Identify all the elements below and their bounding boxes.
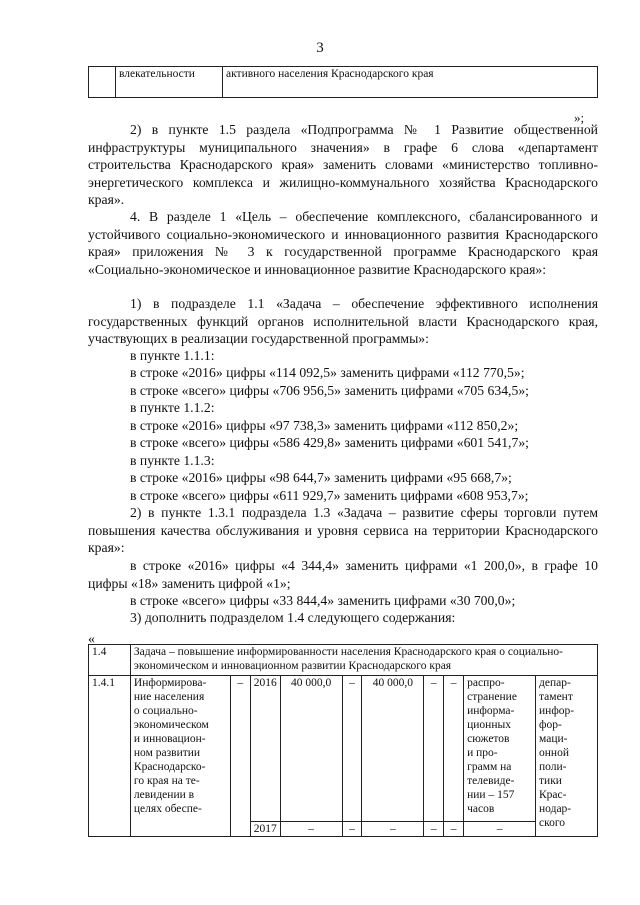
change-line: в строке «всего» цифры «706 956,5» заменить цифрами «705 634,5»; [130,383,529,398]
text-line: ном развитии [133,747,201,759]
text-line: ционных [467,719,511,731]
executor-cell [536,676,598,837]
value-cell: – [424,822,444,837]
change-line: в строке «всего» цифры «611 929,7» заменить цифрами «608 953,7»; [130,488,529,503]
value-cell: – [424,676,444,822]
page-number: 3 [316,40,324,56]
text-line: грамм на [467,761,512,773]
value-cell: – [444,676,464,822]
year-cell: 2017 [250,822,280,837]
text-line: нии – 157 [467,789,515,801]
text-line: Крас- [539,789,567,801]
value-cell: – [342,822,362,837]
text-line: и про- [467,747,498,759]
text-line: тики [539,775,562,787]
result-cell [464,676,536,822]
change-line: в пункте 1.1.2: [130,400,215,415]
change-line: в строке «2016» цифры «97 738,3» заменить цифрами «112 850,2»; [130,418,519,433]
text-line: экономическом [133,719,209,731]
table-cell: активного населения Краснодарского края [223,67,598,98]
table-row [89,645,598,676]
table-cell [89,67,116,98]
change-line: в пункте 1.1.3: [130,453,215,468]
text-line: инфор- [539,705,575,717]
text-line: ского [539,817,566,829]
text-line: левидении в [133,789,195,801]
opening-quote: « [88,632,95,647]
value-cell: – [444,822,464,837]
subsection-table [88,644,598,837]
task-title: Задача – повышение информированности населения Краснодарского края о социально-экономическом и инновационном развитии Краснодарского края [130,645,597,676]
text-line: маци- [539,733,568,745]
paragraph-section-4: 4. В разделе 1 «Цель – обеспечение комплексного, сбалансированного и устойчивого социально-экономического и инновационного развития Краснодарского края» приложения № 3 к государственной программе Краснодарского края «Социально-экономическое и инновационное развитие Краснодарского края»: [88,209,598,277]
text-line: сюжетов [467,733,510,745]
text-line: и инновацион- [133,733,206,745]
value-cell: – [280,822,342,837]
text-line: фор- [539,719,562,731]
change-line: в строке «2016» цифры «114 092,5» заменить цифрами «112 770,5»; [130,365,525,380]
change-line: в строке «всего» цифры «33 844,4» заменить цифрами «30 700,0»; [130,593,516,608]
text-line: тамент [539,691,573,703]
measure-name [130,676,230,837]
value-cell: – [464,822,536,837]
table-cell: влекательности [116,67,223,98]
text-line: ние населения [133,691,205,703]
text-line: поли- [539,761,567,773]
text-line: странение [467,691,517,703]
text-line: го края на те- [133,775,200,787]
text-line: депар- [539,677,571,689]
top-table-fragment [88,66,598,98]
paragraph-item-2: 2) в пункте 1.5 раздела «Подпрограмма № 1 Развитие общественной инфраструктуры муниципального значения» в графе 6 слова «департамент строительства Краснодарского края» заменить словами «министерство топливно-энергетического комплекса и жилищно-коммунального хозяйства Краснодарского края». [88,122,598,207]
status-cell: – [230,676,250,837]
text-line: информа- [467,705,515,717]
text-line: о социально- [133,705,198,717]
text-line: Краснодарско- [133,761,206,773]
paragraph-row-2016: в строке «2016» цифры «4 344,4» заменить цифрами «1 200,0», в графе 10 цифры «18» заменить цифрой «1»; [88,558,598,591]
change-line: 3) дополнить подразделом 1.4 следующего содержания: [130,610,456,625]
text-line: нодар- [539,803,572,815]
value-cell: 40 000,0 [362,676,424,822]
total-cell: 40 000,0 [280,676,342,822]
change-line: в пункте 1.1.1: [130,348,215,363]
text-line: распро- [467,677,505,689]
closing-quote: »; [574,110,585,125]
row-number: 1.4.1 [89,676,131,837]
value-cell: – [342,676,362,822]
paragraph-subsection-1-1: 1) в подразделе 1.1 «Задача – обеспечение эффективного исполнения государственных функций органов исполнительной власти Краснодарского края, участвующих в реализации государственной программы»: [88,296,598,346]
paragraph-item-1-3-1: 2) в пункте 1.3.1 подраздела 1.3 «Задача – развитие сферы торговли путем повышения качества обслуживания и уровня сервиса на территории Краснодарского края»: [88,505,598,555]
table-row [89,676,598,822]
change-line: в строке «2016» цифры «98 644,7» заменить цифрами «95 668,7»; [130,470,512,485]
text-line: часов [467,803,495,815]
text-line: Информирова- [133,677,207,689]
row-number: 1.4 [89,645,131,676]
text-line: онной [539,747,569,759]
text-line: целях обеспе- [133,803,202,815]
change-line: в строке «всего» цифры «586 429,8» заменить цифрами «601 541,7»; [130,435,529,450]
value-cell: – [362,822,424,837]
text-line: телевиде- [467,775,515,787]
year-cell: 2016 [250,676,280,822]
